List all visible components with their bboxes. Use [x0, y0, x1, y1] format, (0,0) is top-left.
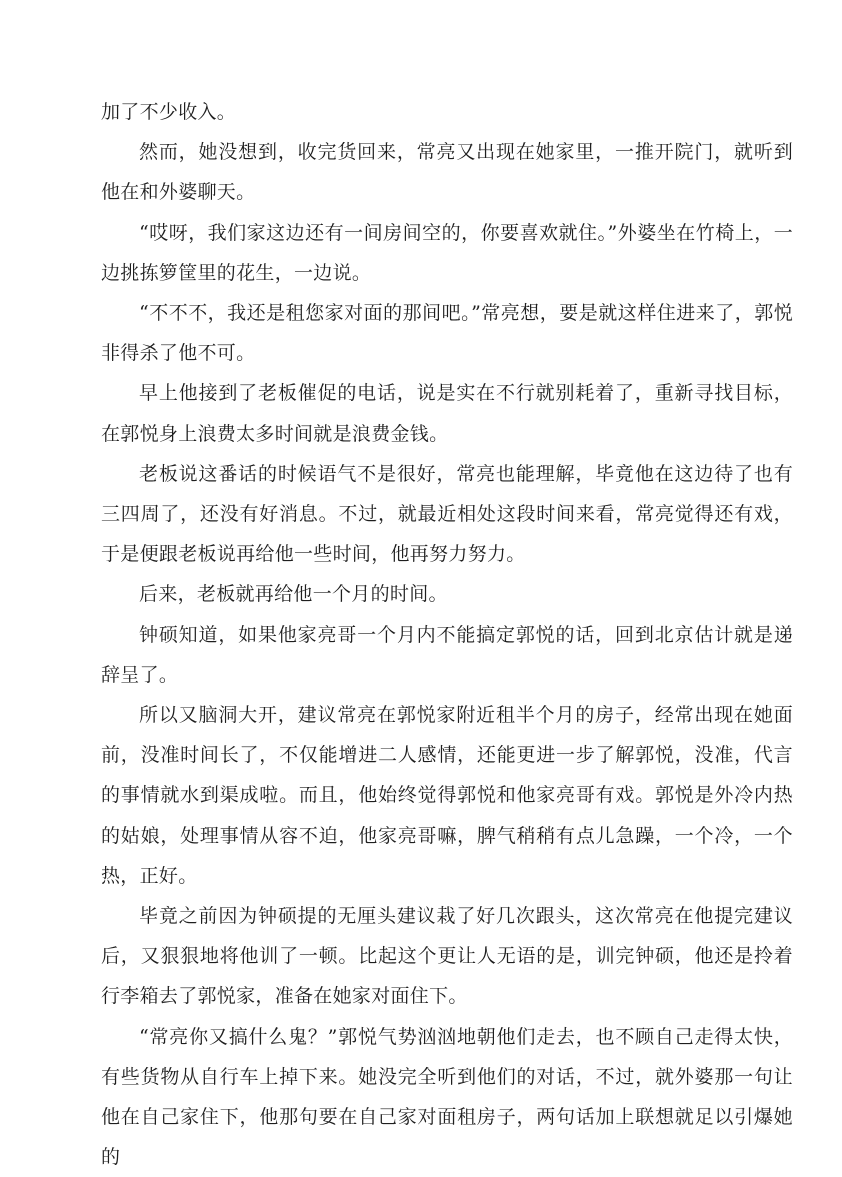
paragraph-3: “哎呀，我们家这边还有一间房间空的，你要喜欢就住。”外婆坐在竹椅上，一边挑拣箩筐里的花生，一边说。: [101, 221, 793, 284]
paragraph-6: 老板说这番话的时候语气不是很好，常亮也能理解，毕竟他在这边待了也有三四周了，还没有好消息。不过，就最近相处这段时间来看，常亮觉得还有戏，于是便跟老板说再给他一些时间，他再努力努力。: [101, 462, 793, 566]
paragraph-8: 钟硕知道，如果他家亮哥一个月内不能搞定郭悦的话，回到北京估计就是递辞呈了。: [101, 623, 793, 686]
document-body: [101, 92, 793, 1177]
paragraph-11: “常亮你又搞什么鬼？”郭悦气势汹汹地朝他们走去，也不顾自己走得太快，有些货物从自行车上掉下来。她没完全听到他们的对话，不过，就外婆那一句让他在自己家住下，他那句要在自己家对面租房子，两句话加上联想就足以引爆她的: [101, 1025, 793, 1169]
paragraph-2: 然而，她没想到，收完货回来，常亮又出现在她家里，一推开院门，就听到他在和外婆聊天。: [101, 141, 793, 204]
paragraph-9: 所以又脑洞大开，建议常亮在郭悦家附近租半个月的房子，经常出现在她面前，没准时间长了，不仅能增进二人感情，还能更进一步了解郭悦，没准，代言的事情就水到渠成啦。而且，他始终觉得郭悦和他家亮哥有戏。郭悦是外冷内热的姑娘，处理事情从容不迫，他家亮哥嘛，脾气稍稍有点儿急躁，一个冷，一个热，正好。: [101, 704, 793, 887]
paragraph-1: 加了不少收入。: [101, 101, 237, 123]
paragraph-7: 后来，老板就再给他一个月的时间。: [139, 583, 448, 606]
paragraph-10: 毕竟之前因为钟硕提的无厘头建议栽了好几次跟头，这次常亮在他提完建议后，又狠狠地将他训了一顿。比起这个更让人无语的是，训完钟硕，他还是拎着行李箱去了郭悦家，准备在她家对面住下。: [101, 905, 793, 1008]
paragraph-4: “不不不，我还是租您家对面的那间吧。”常亮想，要是就这样住进来了，郭悦非得杀了他不可。: [101, 302, 793, 365]
paragraph-5: 早上他接到了老板催促的电话，说是实在不行就别耗着了，重新寻找目标，在郭悦身上浪费太多时间就是浪费金钱。: [101, 382, 793, 445]
